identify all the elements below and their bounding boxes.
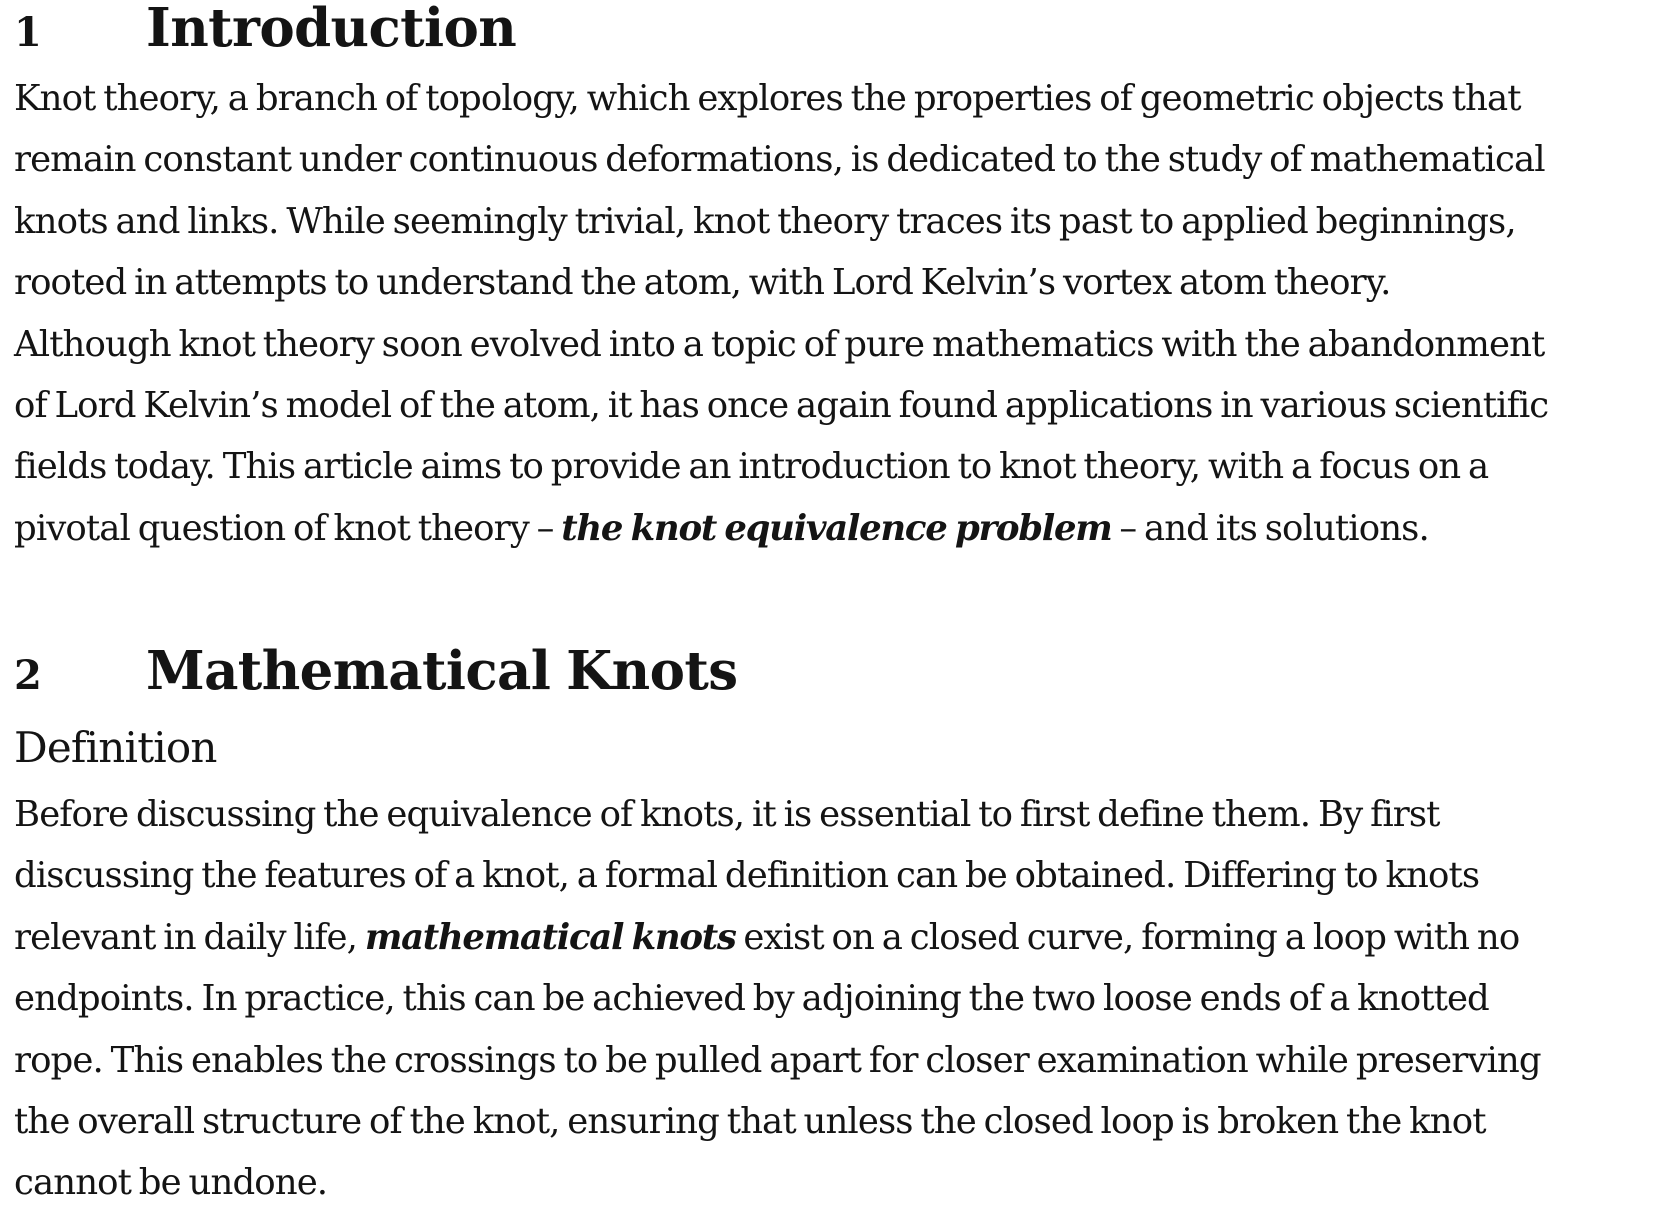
paragraph-line: knots and links. While seemingly trivial, knot theory traces its past to applied beginnings, [14, 200, 1516, 242]
paragraph-line: rooted in attempts to understand the atom, with Lord Kelvin’s vortex atom theory. [14, 262, 1391, 304]
section-number: 1 [14, 9, 42, 56]
emphasis-knot-equivalence-problem: the knot equivalence problem [561, 507, 1112, 549]
paragraph-line: Before discussing the equivalence of knots, it is essential to first define them. By first [14, 794, 1440, 835]
paragraph-line: rope. This enables the crossings to be pulled apart for closer examination while preserving [14, 1039, 1541, 1081]
section-title: Introduction [146, 0, 517, 59]
line-text: pivotal question of knot theory – [14, 507, 562, 549]
paragraph-line: Knot theory, a branch of topology, which explores the properties of geometric objects that [14, 78, 1521, 119]
paragraph-line: discussing the features of a knot, a formal definition can be obtained. Differing to knots [14, 855, 1480, 897]
section-title: Mathematical Knots [146, 640, 738, 702]
paragraph-line [14, 498, 1672, 559]
paragraph-line: remain constant under continuous deformations, is dedicated to the study of mathematical [14, 139, 1545, 181]
paragraph-line: Although knot theory soon evolved into a topic of pure mathematics with the abandonment [14, 323, 1545, 365]
paragraph-line [14, 907, 1672, 968]
line-text: – and its solutions. [1111, 507, 1429, 549]
section-heading-introduction [14, 0, 516, 60]
introduction-paragraph [14, 68, 1672, 559]
paragraph-line: fields today. This article aims to provide an introduction to knot theory, with a focus on a [14, 446, 1489, 488]
subsection-heading-definition: Definition [14, 723, 217, 772]
paragraph-line: endpoints. In practice, this can be achieved by adjoining the two loose ends of a knotted [14, 978, 1489, 1020]
paragraph-line: of Lord Kelvin’s model of the atom, it has once again found applications in various scientific [14, 385, 1549, 427]
line-text: exist on a closed curve, forming a loop with no [735, 916, 1520, 958]
line-text: relevant in daily life, [14, 916, 365, 958]
paragraph-line: cannot be undone. [14, 1162, 328, 1204]
paragraph-line: the overall structure of the knot, ensuring that unless the closed loop is broken the knot [14, 1101, 1486, 1143]
emphasis-mathematical-knots: mathematical knots [364, 916, 736, 958]
definition-paragraph [14, 784, 1672, 1214]
section-number: 2 [14, 652, 42, 699]
section-heading-mathematical-knots [14, 639, 737, 703]
